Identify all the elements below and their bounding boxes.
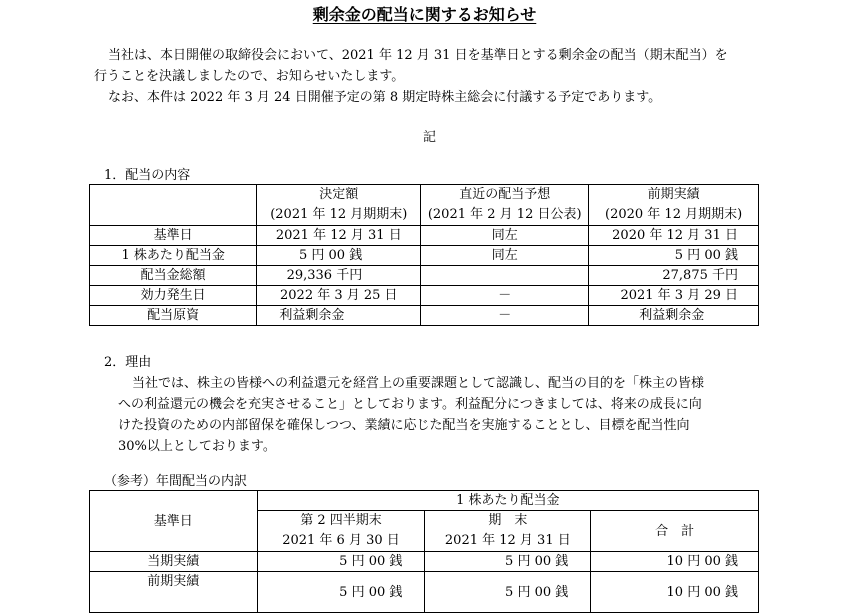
cell-q2: 5 円 00 銭 (257, 572, 425, 613)
row-label: 配当金総額 (90, 266, 257, 286)
cell-previous: 利益剰余金 (589, 306, 759, 326)
header-q2-main: 第 2 四半期末 (300, 513, 382, 528)
header-empty-cell (90, 185, 257, 226)
cell-previous: 2020 年 12 月 31 日 (589, 226, 759, 246)
header-forecast-main: 直近の配当予想 (459, 187, 551, 202)
header-decided-sub: (2021 年 12 月期期末) (270, 207, 408, 222)
cell-forecast: － (421, 306, 589, 326)
table-row (90, 246, 759, 266)
cell-decided: 29,336 千円 (257, 266, 421, 286)
row-label: 前期実績 (90, 572, 258, 613)
dividend-table-header (90, 185, 759, 226)
header-q2 (257, 511, 425, 552)
header-forecast-sub: (2021 年 2 月 12 日公表) (427, 207, 582, 222)
cell-decided: 5 円 00 銭 (257, 246, 421, 266)
section2-line-4: 30%以上としております。 (118, 439, 276, 454)
row-label: 1 株あたり配当金 (90, 246, 257, 266)
table-row (90, 572, 759, 613)
dividend-table (89, 184, 759, 326)
header-decided (257, 185, 421, 226)
header-forecast (421, 185, 589, 226)
cell-decided: 2021 年 12 月 31 日 (257, 226, 421, 246)
row-label: 効力発生日 (90, 286, 257, 306)
ki-label: 記 (423, 130, 437, 145)
cell-previous: 2021 年 3 月 29 日 (589, 286, 759, 306)
row-label: 基準日 (90, 226, 257, 246)
cell-previous: 5 円 00 銭 (589, 246, 759, 266)
document-title (0, 2, 849, 25)
cell-forecast: 同左 (421, 246, 589, 266)
table-row (90, 226, 759, 246)
header-year-end-main: 期 末 (488, 513, 528, 528)
cell-year-end: 5 円 00 銭 (425, 552, 591, 572)
row-label: 当期実績 (90, 552, 258, 572)
section2-line-3: けた投資のための内部留保を確保しつつ、業績に応じた配当を実施することとし、目標を配当性向 (118, 418, 690, 433)
cell-total: 10 円 00 銭 (591, 572, 759, 613)
header-previous-main: 前期実績 (647, 187, 700, 202)
intro-line-1: 当社は、本日開催の取締役会において、2021 年 12 月 31 日を基準日とする剰余金の配当（期末配当）を (108, 48, 728, 63)
header-year-end-sub: 2021 年 12 月 31 日 (444, 533, 571, 548)
header-previous (589, 185, 759, 226)
per-share-header: 1 株あたり配当金 (257, 491, 758, 511)
table-row (90, 286, 759, 306)
table-row (90, 552, 759, 572)
cell-previous: 27,875 千円 (589, 266, 759, 286)
row-label: 配当原資 (90, 306, 257, 326)
annual-dividend-table (89, 490, 759, 613)
section2-heading: 2．理由 (104, 355, 152, 370)
cell-year-end: 5 円 00 銭 (425, 572, 591, 613)
header-decided-main: 決定額 (319, 187, 359, 202)
header-previous-sub: (2020 年 12 月期期末) (605, 207, 743, 222)
header-total: 合 計 (591, 511, 759, 552)
cell-forecast (421, 266, 589, 286)
section2-line-2: への利益還元の機会を充実させること」としております。利益配分につきましては、将来の成長に向 (118, 397, 702, 412)
cell-decided: 2022 年 3 月 25 日 (257, 286, 421, 306)
intro-line-2: 行うことを決議しましたので、お知らせいたします。 (94, 69, 405, 84)
cell-total: 10 円 00 銭 (591, 552, 759, 572)
table-row (90, 266, 759, 286)
section2-line-1: 当社では、株主の皆様への利益還元を経営上の重要課題として認識し、配当の目的を「株主の皆様 (132, 376, 705, 391)
header-q2-sub: 2021 年 6 月 30 日 (282, 533, 400, 548)
section1-heading: 1．配当の内容 (104, 168, 191, 183)
table-row (90, 306, 759, 326)
document-title-text: 剰余金の配当に関するお知らせ (312, 5, 537, 24)
cell-forecast: － (421, 286, 589, 306)
reference-heading: （参考）年間配当の内訳 (104, 474, 248, 489)
cell-q2: 5 円 00 銭 (257, 552, 425, 572)
cell-forecast: 同左 (421, 226, 589, 246)
annual-table-group-header (90, 491, 759, 511)
cell-decided: 利益剰余金 (257, 306, 421, 326)
base-date-header: 基準日 (90, 491, 258, 552)
intro-line-3: なお、本件は 2022 年 3 月 24 日開催予定の第 8 期定時株主総会に付議する予定であります。 (108, 90, 662, 105)
header-year-end (425, 511, 591, 552)
